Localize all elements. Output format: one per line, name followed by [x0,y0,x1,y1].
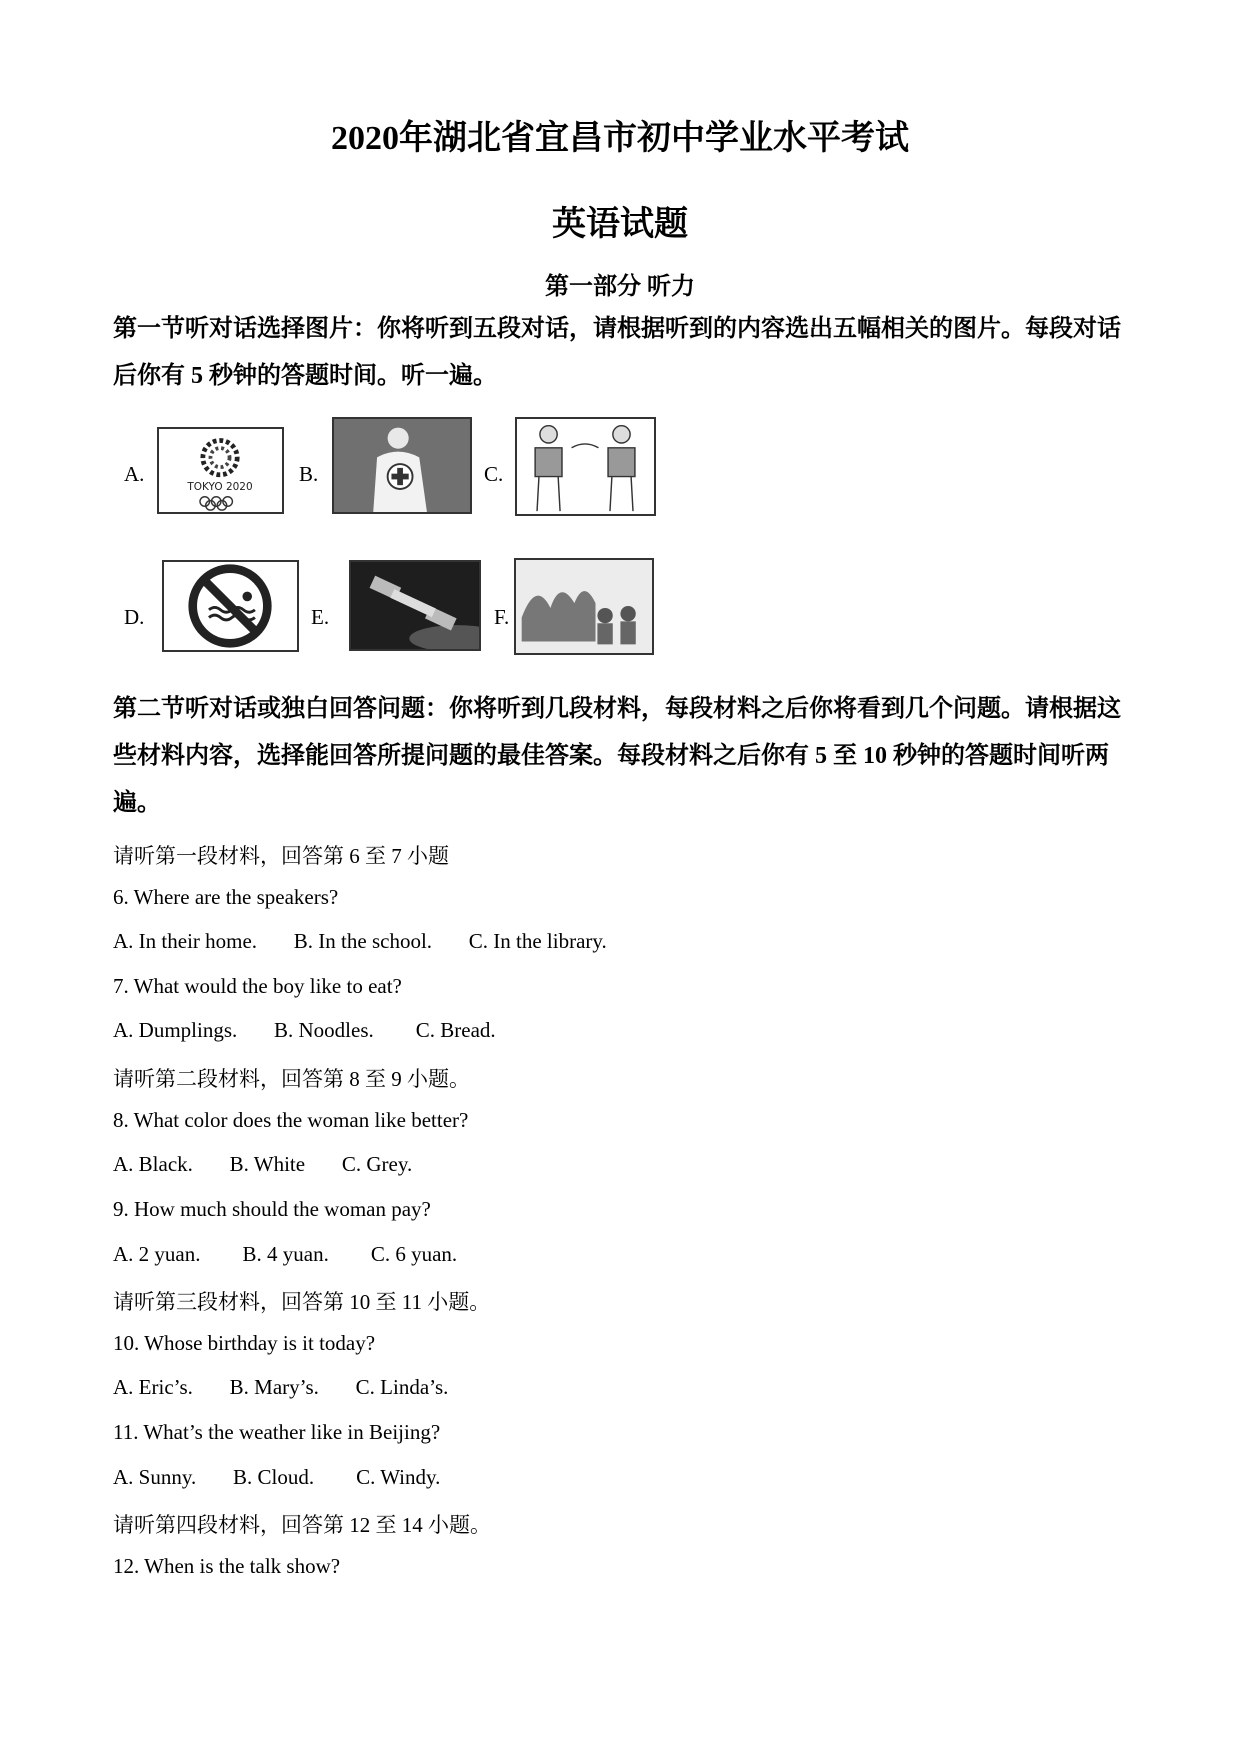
option-b-label: B. [299,462,319,486]
answers-7: A. Dumplings. B. Noodles. C. Bread. [113,1018,496,1042]
tokyo-2020-text: TOKYO 2020 [187,481,253,494]
material-1-note: 请听第一段材料，回答第 6 至 7 小题 [113,844,449,868]
question-12: 12. When is the talk show? [113,1554,341,1578]
no-swimming-image [162,560,299,652]
option-d-label: D. [124,605,145,629]
material-3-note: 请听第三段材料，回答第 10 至 11 小题。 [113,1290,491,1314]
space-station-icon [351,562,479,649]
section1-instruction: 第一节听对话选择图片：你将听到五段对话，请根据听到的内容选出五幅相关的图片。每段对话后你有 5 秒钟的答题时间。听一遍。 [113,316,1121,389]
exam-title: 2020年湖北省宜昌市初中学业水平考试 [331,120,909,157]
option-c-label: C. [484,462,504,486]
answers-6: A. In their home. B. In the school. C. In the library. [113,929,607,953]
tokyo-2020-olympics-emblem-icon [159,429,282,512]
part-heading: 第一部分 听力 [545,274,695,300]
answers-9: A. 2 yuan. B. 4 yuan. C. 6 yuan. [113,1242,458,1266]
forest-fire-firefighters-icon [516,560,652,653]
volunteers-image [515,417,656,516]
question-7: 7. What would the boy like to eat? [113,974,402,998]
two-volunteers-icon [517,419,654,514]
no-swimming-sign-icon [164,562,297,650]
answers-11: A. Sunny. B. Cloud. C. Windy. [113,1465,441,1489]
material-2-note: 请听第二段材料，回答第 8 至 9 小题。 [113,1067,470,1091]
question-6: 6. Where are the speakers? [113,885,339,909]
material-4-note: 请听第四段材料，回答第 12 至 14 小题。 [113,1513,491,1537]
option-f-label: F. [494,605,510,629]
question-10: 10. Whose birthday is it today? [113,1331,376,1355]
question-8: 8. What color does the woman like better? [113,1108,469,1132]
answers-8: A. Black. B. White C. Grey. [113,1152,413,1176]
forest-fire-image [514,558,654,655]
space-station-image [349,560,481,651]
exam-subject: 英语试题 [552,206,688,243]
question-11: 11. What’s the weather like in Beijing? [113,1420,441,1444]
tokyo-2020-emblem-image [157,427,284,514]
option-e-label: E. [311,605,330,629]
question-9: 9. How much should the woman pay? [113,1197,431,1221]
option-a-label: A. [124,462,145,486]
section2-instruction: 第二节听对话或独白回答问题：你将听到几段材料，每段材料之后你将看到几个问题。请根据这些材料内容，选择能回答所提问题的最佳答案。每段材料之后你有 5 至 10 秒钟的答题时间听两遍。 [113,696,1121,816]
doctor-red-cross-icon [334,419,470,512]
answers-10: A. Eric’s. B. Mary’s. C. Linda’s. [113,1375,449,1399]
doctor-image [332,417,472,514]
